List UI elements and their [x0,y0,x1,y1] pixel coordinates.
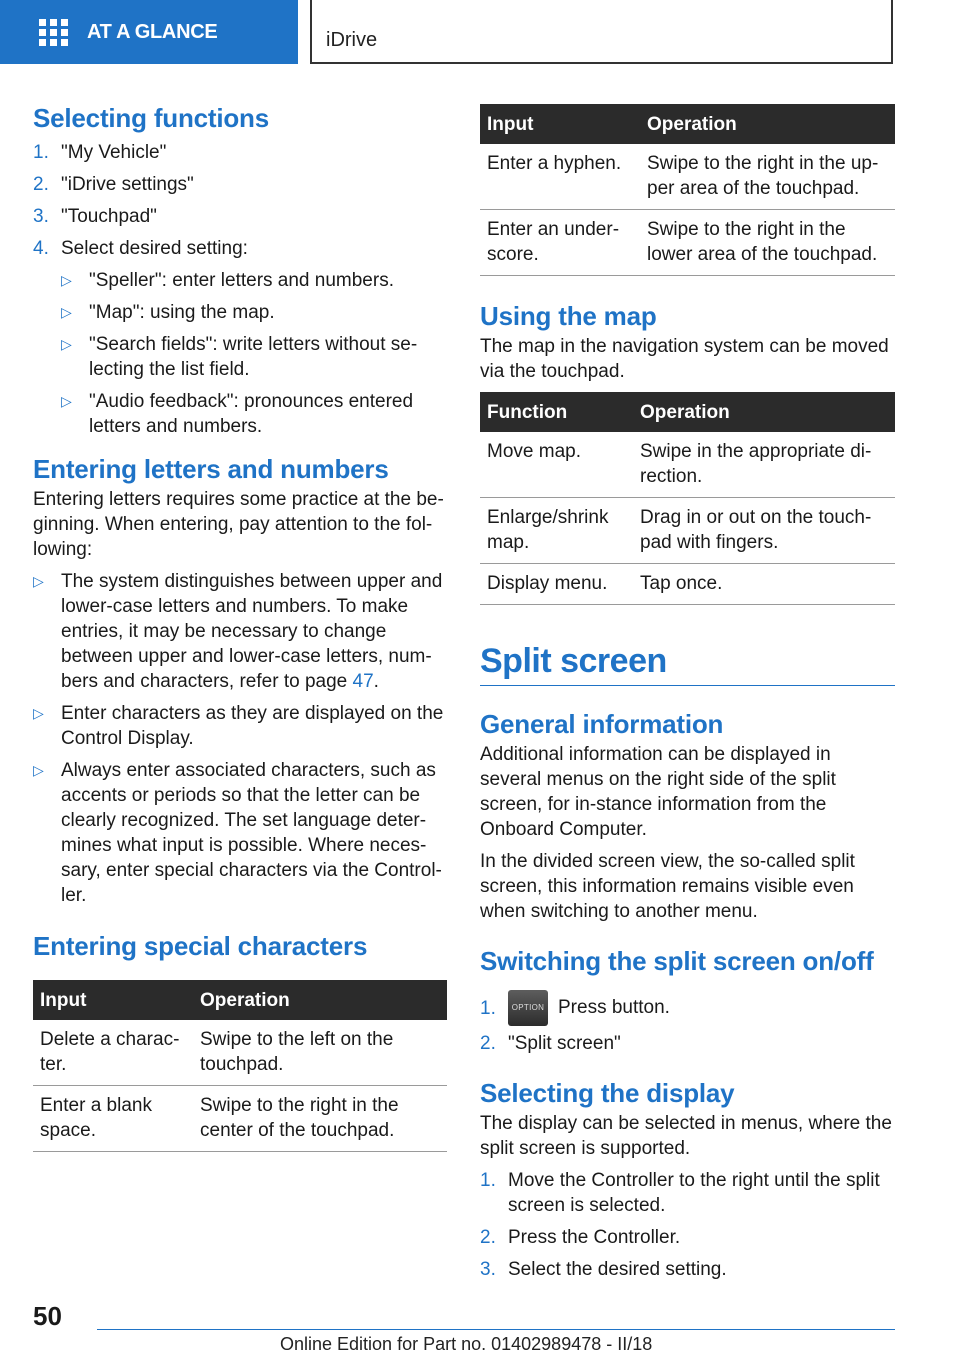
selecting-steps [33,140,447,268]
list-item: ▷ "Speller": enter letters and numbers. [61,270,394,291]
section-label: AT A GLANCE [87,20,218,43]
table-header: Operation [640,104,895,144]
entering-intro: Entering letters requires some practice at the be‐ginning. When entering, pay attention to the fol‐lowing: [33,489,444,560]
option-button-icon: OPTION [508,990,548,1026]
chapter-header [310,0,893,64]
display-intro: The display can be selected in menus, where the split screen is supported. [480,1113,892,1159]
heading-selecting-display: Selecting the display [480,1078,735,1108]
list-item: ▷ The system distinguishes between upper and lower-case letters and numbers. To make entries, it may be necessary to change between upper and lower-case letters, num‐bers and characters, refer to page 47. [33,571,443,692]
list-item: ▷ Enter characters as they are displayed on the Control Display. [33,703,444,749]
list-item: 4. Select desired setting: [33,238,248,259]
table-cell: Swipe to the left on the touchpad. [193,1020,447,1086]
map-intro: The map in the navigation system can be moved via the touchpad. [480,336,889,382]
heading-general-information: General information [480,709,724,739]
heading-split-screen: Split screen [480,642,667,680]
page-number: 50 [33,1301,62,1331]
list-item: ▷ "Map": using the map. [61,302,275,323]
list-item: ▷ "Audio feedback": pronounces entered letters and numbers. [61,391,414,437]
list-item: ▷ Always enter associated characters, such as accents or periods so that the letter can be clearly recognized. The set language deter‐mines what input is possible. Where neces‐sary, enter special characters via the Control‐ler. [33,760,442,906]
general-paragraph-2: In the divided screen view, the so-called split screen, this information remains visible even when switching to another menu. [480,851,855,922]
input-table [480,104,895,276]
table-cell: Move map. [480,432,633,498]
grid-menu-icon [39,19,68,45]
list-item: 1. Move the Controller to the right until the split screen is selected. [480,1170,880,1216]
list-item: 1. OPTION Press button. [480,987,895,1029]
list-item: 3. Select the desired setting. [480,1259,727,1280]
special-characters-table [33,980,447,1152]
table-row [480,564,895,605]
table-header: Function [480,392,633,432]
table-header: Input [480,104,640,144]
table-cell: Swipe in the appropriate di‐rection. [633,432,895,498]
map-table [480,392,895,605]
list-item: 2. "Split screen" [480,1033,621,1054]
list-item: ▷ "Search fields": write letters without se‐ lecting the list field. [61,334,418,380]
right-column [480,104,895,1289]
table-row [480,210,895,276]
list-item: 2. "iDrive settings" [33,174,194,195]
table-cell: Enter an under‐score. [480,210,640,276]
table-row [480,144,895,210]
chapter-label: iDrive [326,29,378,51]
setting-options [61,268,447,439]
table-cell: Drag in or out on the touch‐pad with fingers. [633,498,895,564]
switching-steps [480,987,895,1056]
table-cell: Swipe to the right in the center of the touchpad. [193,1086,447,1152]
general-paragraph-1: Additional information can be displayed in several menus on the right side of the split screen, for in‐stance information from the Onboard Computer. [480,744,836,840]
table-cell: Display menu. [480,564,633,605]
heading-switching-split-screen: Switching the split screen on/off [480,946,874,976]
edition-text: Online Edition for Part no. 01402989478 - II/18 [280,1334,653,1354]
table-cell: Tap once. [633,564,895,605]
entering-rules [33,569,447,908]
table-cell: Swipe to the right in the lower area of the touchpad. [640,210,895,276]
table-header: Input [33,980,193,1020]
page-link[interactable]: 47 [352,671,374,692]
table-row [33,1086,447,1152]
list-item: 2. Press the Controller. [480,1227,681,1248]
table-cell: Enter a blank space. [33,1086,193,1152]
table-cell: Delete a charac‐ter. [33,1020,193,1086]
table-cell: Enlarge/shrink map. [480,498,633,564]
left-column [33,102,447,1152]
list-item: 3. "Touchpad" [33,206,157,227]
list-item: 1. "My Vehicle" [33,142,167,163]
footer-divider [97,1329,895,1330]
heading-using-map: Using the map [480,301,657,331]
heading-selecting-functions: Selecting functions [33,103,270,133]
table-header: Operation [193,980,447,1020]
heading-entering-letters: Entering letters and numbers [33,454,389,484]
split-screen-title-block [480,641,895,686]
table-header: Operation [633,392,895,432]
section-tab[interactable] [0,0,298,64]
display-steps [480,1168,895,1282]
table-row [480,432,895,498]
table-cell: Enter a hyphen. [480,144,640,210]
table-row [33,1020,447,1086]
heading-special-characters: Entering special characters [33,931,368,961]
table-cell: Swipe to the right in the up‐per area of the touchpad. [640,144,895,210]
table-row [480,498,895,564]
